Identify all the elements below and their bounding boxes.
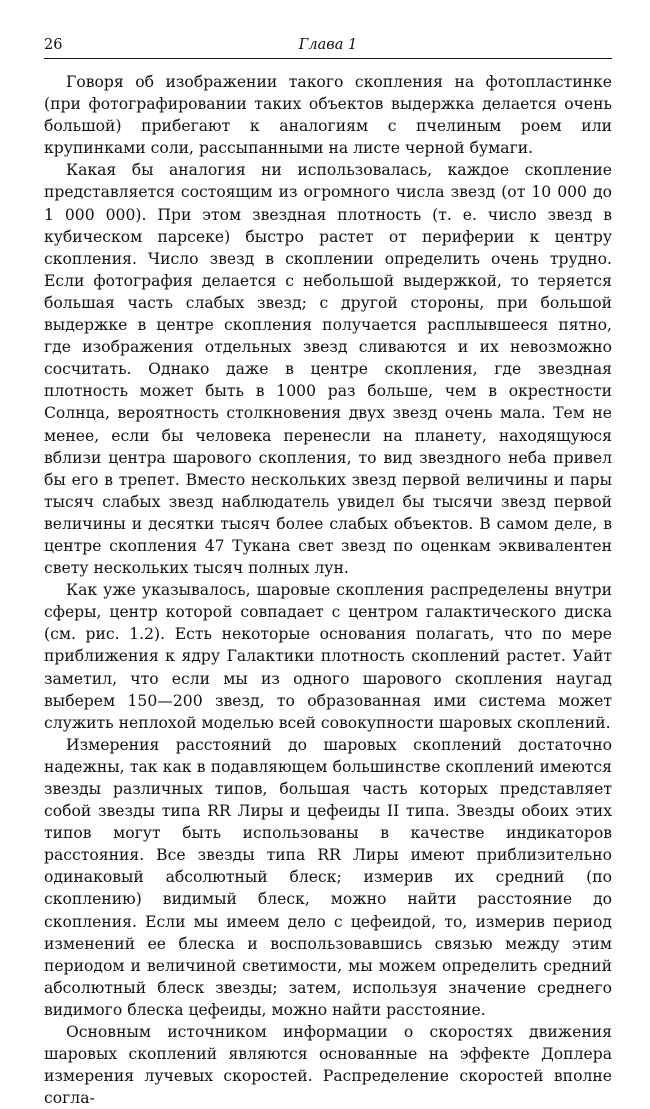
paragraph-distance-measurement: Измерения расстояний до шаровых скоплений достаточно надежны, так как в подавляющем большинстве скоплений имеются звезды различных типов, большая часть которых представляет собой звезды типа RR Лиры и цефеиды II типа. Звезды обоих этих типов могут быть использованы в качестве индикаторов расстояния. Все звезды типа RR Лиры имеют приблизительно одинаковый абсолютный блеск; измерив их средний (по скоплению) видимый блеск, можно найти расстояние до скопления. Если мы имеем дело с цефеидой, то, измерив период изменений ее блеска и воспользовавшись связью между этим периодом и величиной светимости, мы можем определить средний абсолютный блеск звезды; затем, используя значение среднего видимого блеска цефеиды, можно найти расстояние. (44, 735, 612, 1019)
paragraph-globular-cluster-image: Говоря об изображении такого скопления на фотопластинке (при фотографировании таких объектов выдержка делается очень большой) прибегают к аналогиям с пчелиным роем или крупинками соли, рассыпанными на листе черной бумаги. (44, 73, 612, 158)
paragraph-star-density: Какая бы аналогия ни использовалась, каждое скопление представляется состоящим из огромного числа звезд (от 10 000 до 1 000 000). При этом звездная плотность (т. е. число звезд в кубическом парсеке) быстро растет от периферии к центру скопления. Число звезд в скоплении определить очень трудно. Если фотография делается с небольшой выдержкой, то теряется большая часть слабых звезд; с другой стороны, при большой выдержке в центре скопления получается расплывшееся пятно, где изображения отдельных звезд сливаются и их невозможно сосчитать. Однако даже в центре скопления, где звездная плотность может быть в 1000 раз больше, чем в окрестности Солнца, вероятность столкновения двух звезд очень мала. Тем не менее, если бы человека перенесли на планету, находящуюся вблизи центра шарового скопления, то вид звездного неба привел бы его в трепет. Вместо нескольких звезд первой величины и пары тысяч слабых звезд наблюдатель увидел бы тысячи звезд первой величины и десятки тысяч более слабых объектов. В самом деле, в центре скопления 47 Тукана свет звезд по оценкам эквивалентен свету нескольких тысяч полных лун. (44, 161, 612, 578)
header-divider (44, 58, 612, 59)
running-head (44, 36, 612, 54)
paragraph-cluster-distribution: Как уже указывалось, шаровые скопления распределены внутри сферы, центр которой совпадает с центром галактического диска (см. рис. 1.2). Есть некоторые основания полагать, что по мере приближения к ядру Галактики плотность скоплений растет. Уайт заметил, что если мы из одного шарового скопления наугад выберем 150—200 звезд, то образованная ими система может служить неплохой моделью всей совокупности шаровых скоплений. (44, 581, 612, 732)
body-text (44, 71, 612, 1109)
book-page (44, 36, 612, 1109)
page-number: 26 (44, 37, 63, 53)
paragraph-radial-velocities: Основным источником информации о скоростях движения шаровых скоплений являются основанные на эффекте Доплера измерения лучевых скоростей. Распределение скоростей вполне согла- (44, 1023, 612, 1108)
chapter-title: Глава 1 (298, 37, 358, 53)
